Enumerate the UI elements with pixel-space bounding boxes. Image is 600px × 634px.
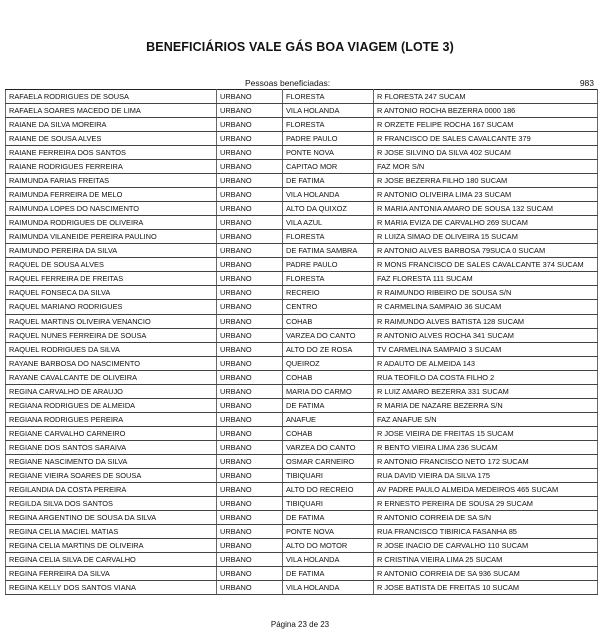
beneficiaries-label: Pessoas beneficiadas:	[245, 78, 331, 88]
neighborhood: FLORESTA	[283, 118, 374, 132]
table-row	[6, 258, 598, 272]
address: R JOSE BATISTA DE FREITAS 10 SUCAM	[374, 581, 598, 595]
table-row	[6, 202, 598, 216]
beneficiary-name: RAIANE DE SOUSA ALVES	[6, 132, 217, 146]
beneficiary-name: RAIANE FERREIRA DOS SANTOS	[6, 146, 217, 160]
beneficiary-name: RAIMUNDA FARIAS FREITAS	[6, 174, 217, 188]
neighborhood: RECREIO	[283, 286, 374, 300]
table-row	[6, 426, 598, 440]
address: TV CARMELINA SAMPAIO 3 SUCAM	[374, 342, 598, 356]
beneficiary-name: RAIMUNDA VILANEIDE PEREIRA PAULINO	[6, 230, 217, 244]
table-row	[6, 370, 598, 384]
table-row	[6, 328, 598, 342]
beneficiary-name: REGINA CELIA SILVA DE CARVALHO	[6, 553, 217, 567]
address: R ANTONIO ALVES BARBOSA 79SUCA 0 SUCAM	[374, 244, 598, 258]
zone: URBANO	[217, 314, 283, 328]
neighborhood: VILA AZUL	[283, 216, 374, 230]
beneficiary-name: REGIANA RODRIGUES PEREIRA	[6, 412, 217, 426]
zone: URBANO	[217, 286, 283, 300]
neighborhood: CAPITAO MOR	[283, 160, 374, 174]
neighborhood: MARIA DO CARMO	[283, 384, 374, 398]
beneficiary-name: REGIANA RODRIGUES DE ALMEIDA	[6, 398, 217, 412]
zone: URBANO	[217, 244, 283, 258]
beneficiary-name: REGIANE CARVALHO CARNEIRO	[6, 426, 217, 440]
zone: URBANO	[217, 258, 283, 272]
table-row	[6, 510, 598, 524]
table-row	[6, 567, 598, 581]
neighborhood: FLORESTA	[283, 90, 374, 104]
zone: URBANO	[217, 146, 283, 160]
beneficiary-name: RAQUEL NUNES FERREIRA DE SOUSA	[6, 328, 217, 342]
table-row	[6, 356, 598, 370]
neighborhood: DE FATIMA	[283, 567, 374, 581]
address: R ERNESTO PEREIRA DE SOUSA 29 SUCAM	[374, 496, 598, 510]
neighborhood: ANAFUE	[283, 412, 374, 426]
beneficiary-name: REGINA FERREIRA DA SILVA	[6, 567, 217, 581]
zone: URBANO	[217, 581, 283, 595]
neighborhood: VILA HOLANDA	[283, 188, 374, 202]
address: AV PADRE PAULO ALMEIDA MEDEIROS 465 SUCAM	[374, 482, 598, 496]
address: R CARMELINA SAMPAIO 36 SUCAM	[374, 300, 598, 314]
neighborhood: CENTRO	[283, 300, 374, 314]
beneficiary-name: RAQUEL FONSECA DA SILVA	[6, 286, 217, 300]
table-row	[6, 300, 598, 314]
zone: URBANO	[217, 510, 283, 524]
table-row	[6, 553, 598, 567]
zone: URBANO	[217, 370, 283, 384]
neighborhood: DE FATIMA SAMBRA	[283, 244, 374, 258]
zone: URBANO	[217, 104, 283, 118]
beneficiary-name: RAFAELA RODRIGUES DE SOUSA	[6, 90, 217, 104]
table-row	[6, 160, 598, 174]
zone: URBANO	[217, 496, 283, 510]
beneficiary-name: RAQUEL RODRIGUES DA SILVA	[6, 342, 217, 356]
beneficiary-name: REGILDA SILVA DOS SANTOS	[6, 496, 217, 510]
address: R MARIA DE NAZARE BEZERRA S/N	[374, 398, 598, 412]
address: R FLORESTA 247 SUCAM	[374, 90, 598, 104]
zone: URBANO	[217, 356, 283, 370]
neighborhood: QUEIROZ	[283, 356, 374, 370]
zone: URBANO	[217, 468, 283, 482]
table-row	[6, 216, 598, 230]
beneficiary-name: RAIMUNDO PEREIRA DA SILVA	[6, 244, 217, 258]
zone: URBANO	[217, 300, 283, 314]
beneficiary-name: RAIANE RODRIGUES FERREIRA	[6, 160, 217, 174]
table-row	[6, 104, 598, 118]
table-row	[6, 412, 598, 426]
address: R CRISTINA VIEIRA LIMA 25 SUCAM	[374, 553, 598, 567]
table-row	[6, 90, 598, 104]
table-row	[6, 468, 598, 482]
table-row	[6, 244, 598, 258]
beneficiary-name: REGINA ARGENTINO DE SOUSA DA SILVA	[6, 510, 217, 524]
table-row	[6, 524, 598, 538]
neighborhood: ALTO DO MOTOR	[283, 539, 374, 553]
zone: URBANO	[217, 412, 283, 426]
zone: URBANO	[217, 202, 283, 216]
beneficiary-name: REGINA CARVALHO DE ARAUJO	[6, 384, 217, 398]
beneficiary-name: RAQUEL DE SOUSA ALVES	[6, 258, 217, 272]
zone: URBANO	[217, 230, 283, 244]
zone: URBANO	[217, 342, 283, 356]
zone: URBANO	[217, 188, 283, 202]
address: R JOSE INACIO DE CARVALHO 110 SUCAM	[374, 539, 598, 553]
zone: URBANO	[217, 118, 283, 132]
address: R JOSE BEZERRA FILHO 180 SUCAM	[374, 174, 598, 188]
address: RUA FRANCISCO TIBIRICA FASANHA 85	[374, 524, 598, 538]
table-row	[6, 146, 598, 160]
table-row	[6, 581, 598, 595]
address: R ADAUTO DE ALMEIDA 143	[374, 356, 598, 370]
zone: URBANO	[217, 454, 283, 468]
neighborhood: VARZEA DO CANTO	[283, 440, 374, 454]
address: R ANTONIO CORREIA DE SA 936 SUCAM	[374, 567, 598, 581]
table-row	[6, 188, 598, 202]
zone: URBANO	[217, 384, 283, 398]
neighborhood: FLORESTA	[283, 230, 374, 244]
zone: URBANO	[217, 539, 283, 553]
address: R ORZETE FELIPE ROCHA 167 SUCAM	[374, 118, 598, 132]
neighborhood: DE FATIMA	[283, 398, 374, 412]
address: R MARIA EVIZA DE CARVALHO 269 SUCAM	[374, 216, 598, 230]
neighborhood: ALTO DO RECREIO	[283, 482, 374, 496]
table-row	[6, 440, 598, 454]
neighborhood: DE FATIMA	[283, 174, 374, 188]
zone: URBANO	[217, 160, 283, 174]
address: R ANTONIO CORREIA DE SA S/N	[374, 510, 598, 524]
neighborhood: TIBIQUARI	[283, 496, 374, 510]
address: RUA TEOFILO DA COSTA FILHO 2	[374, 370, 598, 384]
address: R JOSE VIEIRA DE FREITAS 15 SUCAM	[374, 426, 598, 440]
neighborhood: VILA HOLANDA	[283, 104, 374, 118]
table-row	[6, 398, 598, 412]
neighborhood: COHAB	[283, 426, 374, 440]
neighborhood: PONTE NOVA	[283, 146, 374, 160]
beneficiary-name: RAIMUNDA LOPES DO NASCIMENTO	[6, 202, 217, 216]
address: R FRANCISCO DE SALES CAVALCANTE 379	[374, 132, 598, 146]
beneficiaries-table	[5, 89, 598, 595]
beneficiary-name: RAQUEL MARIANO RODRIGUES	[6, 300, 217, 314]
zone: URBANO	[217, 426, 283, 440]
zone: URBANO	[217, 90, 283, 104]
address: R LUIZA SIMAO DE OLIVEIRA 15 SUCAM	[374, 230, 598, 244]
beneficiary-name: REGIANE VIEIRA SOARES DE SOUSA	[6, 468, 217, 482]
beneficiary-name: RAQUEL MARTINS OLIVEIRA VENANCIO	[6, 314, 217, 328]
table-row	[6, 230, 598, 244]
zone: URBANO	[217, 216, 283, 230]
beneficiary-name: RAFAELA SOARES MACEDO DE LIMA	[6, 104, 217, 118]
address: R LUIZ AMARO BEZERRA 331 SUCAM	[374, 384, 598, 398]
beneficiary-name: RAYANE BARBOSA DO NASCIMENTO	[6, 356, 217, 370]
neighborhood: FLORESTA	[283, 272, 374, 286]
beneficiaries-count: 983	[579, 78, 594, 88]
neighborhood: VARZEA DO CANTO	[283, 328, 374, 342]
zone: URBANO	[217, 272, 283, 286]
page-title: BENEFICIÁRIOS VALE GÁS BOA VIAGEM (LOTE 3)	[146, 40, 454, 54]
address: R ANTONIO OLIVEIRA LIMA 23 SUCAM	[374, 188, 598, 202]
neighborhood: VILA HOLANDA	[283, 553, 374, 567]
zone: URBANO	[217, 440, 283, 454]
neighborhood: PADRE PAULO	[283, 258, 374, 272]
address: R RAIMUNDO ALVES BATISTA 128 SUCAM	[374, 314, 598, 328]
beneficiary-name: RAIMUNDA RODRIGUES DE OLIVEIRA	[6, 216, 217, 230]
beneficiary-name: RAQUEL FERREIRA DE FREITAS	[6, 272, 217, 286]
neighborhood: DE FATIMA	[283, 510, 374, 524]
address: R RAIMUNDO RIBEIRO DE SOUSA S/N	[374, 286, 598, 300]
neighborhood: OSMAR CARNEIRO	[283, 454, 374, 468]
table-row	[6, 174, 598, 188]
table-row	[6, 118, 598, 132]
address: R ANTONIO ALVES ROCHA 341 SUCAM	[374, 328, 598, 342]
neighborhood: ALTO DA QUIXOZ	[283, 202, 374, 216]
beneficiary-name: REGIANE NASCIMENTO DA SILVA	[6, 454, 217, 468]
zone: URBANO	[217, 132, 283, 146]
neighborhood: COHAB	[283, 314, 374, 328]
beneficiary-name: REGINA CELIA MARTINS DE OLIVEIRA	[6, 539, 217, 553]
address: R ANTONIO FRANCISCO NETO 172 SUCAM	[374, 454, 598, 468]
neighborhood: TIBIQUARI	[283, 468, 374, 482]
neighborhood: PONTE NOVA	[283, 524, 374, 538]
address: R BENTO VIEIRA LIMA 236 SUCAM	[374, 440, 598, 454]
address: R JOSE SILVINO DA SILVA 402 SUCAM	[374, 146, 598, 160]
table-row	[6, 482, 598, 496]
neighborhood: PADRE PAULO	[283, 132, 374, 146]
table-row	[6, 272, 598, 286]
address: R MONS FRANCISCO DE SALES CAVALCANTE 374 SUCAM	[374, 258, 598, 272]
zone: URBANO	[217, 553, 283, 567]
address: R ANTONIO ROCHA BEZERRA 0000 186	[374, 104, 598, 118]
beneficiary-name: REGILANDIA DA COSTA PEREIRA	[6, 482, 217, 496]
zone: URBANO	[217, 524, 283, 538]
beneficiary-name: REGINA KELLY DOS SANTOS VIANA	[6, 581, 217, 595]
table-row	[6, 496, 598, 510]
beneficiary-name: RAYANE CAVALCANTE DE OLIVEIRA	[6, 370, 217, 384]
beneficiary-name: REGINA CELIA MACIEL MATIAS	[6, 524, 217, 538]
neighborhood: ALTO DO ZE ROSA	[283, 342, 374, 356]
zone: URBANO	[217, 174, 283, 188]
address: FAZ FLORESTA 111 SUCAM	[374, 272, 598, 286]
beneficiary-name: RAIMUNDA FERREIRA DE MELO	[6, 188, 217, 202]
neighborhood: COHAB	[283, 370, 374, 384]
page-number: Página 23 de 23	[270, 620, 330, 629]
beneficiary-name: REGIANE DOS SANTOS SARAIVA	[6, 440, 217, 454]
table-row	[6, 539, 598, 553]
zone: URBANO	[217, 567, 283, 581]
table-row	[6, 384, 598, 398]
neighborhood: VILA HOLANDA	[283, 581, 374, 595]
table-row	[6, 314, 598, 328]
beneficiary-name: RAIANE DA SILVA MOREIRA	[6, 118, 217, 132]
table-row	[6, 132, 598, 146]
table-row	[6, 342, 598, 356]
zone: URBANO	[217, 482, 283, 496]
table-row	[6, 286, 598, 300]
table-row	[6, 454, 598, 468]
zone: URBANO	[217, 398, 283, 412]
address: FAZ MOR S/N	[374, 160, 598, 174]
zone: URBANO	[217, 328, 283, 342]
address: FAZ ANAFUE S/N	[374, 412, 598, 426]
address: R MARIA ANTONIA AMARO DE SOUSA 132 SUCAM	[374, 202, 598, 216]
address: RUA DAVID VIEIRA DA SILVA 175	[374, 468, 598, 482]
